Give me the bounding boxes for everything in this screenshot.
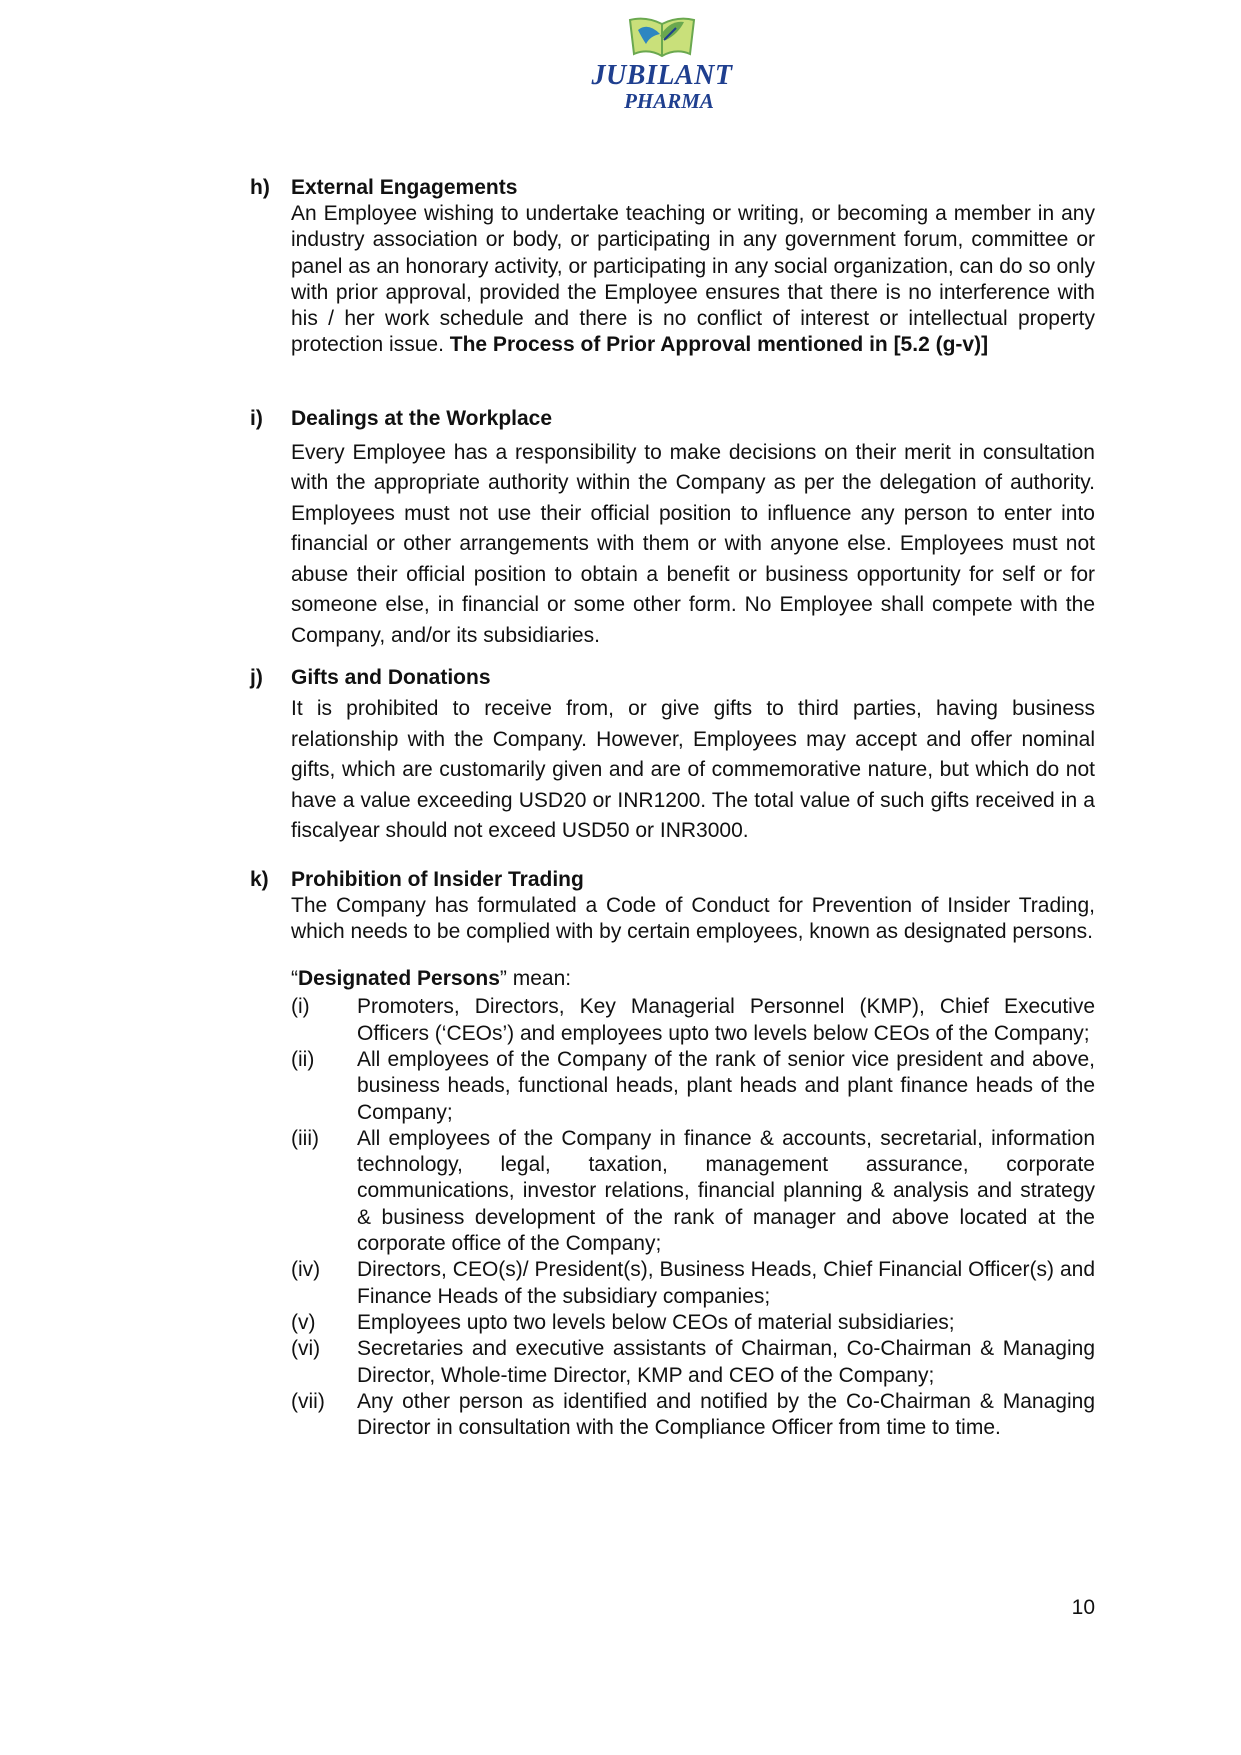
list-item bbox=[291, 1310, 1095, 1336]
list-item-number: (vii) bbox=[291, 1389, 325, 1413]
page-content bbox=[250, 176, 1095, 1441]
list-item-text: Employees upto two levels below CEOs of material subsidiaries; bbox=[357, 1310, 955, 1334]
list-item-text: All employees of the Company of the rank of senior vice president and above, business heads, functional heads, plant heads and plant finance heads of the Company; bbox=[357, 1047, 1095, 1124]
section-heading: Gifts and Donations bbox=[291, 666, 491, 690]
designated-persons-intro bbox=[291, 966, 1095, 992]
section-body: The Company has formulated a Code of Conduct for Prevention of Insider Trading, which needs to be complied with by certain employees, known as designated persons. bbox=[291, 893, 1095, 944]
list-item-number: (iii) bbox=[291, 1126, 319, 1150]
section-body: Every Employee has a responsibility to make decisions on their merit in consultation with the appropriate authority within the Company as per the delegation of authority. Employees must not use their official position to influence any person to enter into financial or other arrangements with them or with anyone else. Employees must not abuse their official position to obtain a benefit or business opportunity for self or for someone else, in financial or some other form. No Employee shall compete with the Company, and/or its subsidiaries. bbox=[291, 440, 1095, 647]
list-item bbox=[291, 1336, 1095, 1389]
section-gifts-and-donations bbox=[250, 666, 1095, 847]
designated-persons-suffix: ” mean: bbox=[499, 967, 572, 991]
section-insider-trading bbox=[250, 868, 1095, 1442]
company-logo bbox=[578, 10, 746, 135]
list-item bbox=[291, 1047, 1095, 1126]
section-heading: Dealings at the Workplace bbox=[291, 406, 553, 430]
list-item-number: (v) bbox=[291, 1310, 316, 1334]
section-heading: Prohibition of Insider Trading bbox=[291, 867, 584, 891]
section-body-bold: The Process of Prior Approval mentioned in [5.2 (g-v)] bbox=[449, 333, 989, 357]
list-item-text: Promoters, Directors, Key Managerial Personnel (KMP), Chief Executive Officers (‘CEOs’) and employees upto two levels below CEOs of the Company; bbox=[357, 995, 1095, 1045]
section-marker: j) bbox=[250, 666, 263, 690]
book-bird-icon bbox=[624, 10, 700, 60]
list-item-number: (i) bbox=[291, 995, 310, 1019]
list-item-text: All employees of the Company in finance & accounts, secretarial, information technology, legal, taxation, management assurance, corporate communications, investor relations, financial planning & analysis and strategy & business development of the rank of manager and above located at the corporate office of the Company; bbox=[357, 1126, 1095, 1256]
list-item-text: Any other person as identified and notified by the Co-Chairman & Managing Director in consultation with the Compliance Officer from time to time. bbox=[357, 1389, 1095, 1440]
section-marker: i) bbox=[250, 406, 263, 430]
list-item bbox=[291, 1126, 1095, 1257]
section-dealings-at-workplace bbox=[250, 407, 1095, 652]
list-item-number: (iv) bbox=[291, 1258, 321, 1282]
section-heading: External Engagements bbox=[291, 176, 518, 199]
designated-persons-list bbox=[291, 994, 1095, 1441]
section-body bbox=[291, 201, 1095, 359]
section-external-engagements bbox=[250, 176, 1095, 359]
list-item-text: Secretaries and executive assistants of Chairman, Co-Chairman & Managing Director, Whole-time Director, KMP and CEO of the Company; bbox=[357, 1337, 1095, 1387]
section-body: It is prohibited to receive from, or give gifts to third parties, having business relationship with the Company. However, Employees may accept and offer nominal gifts, which are customarily given and are of commemorative nature, but which do not have a value exceeding USD20 or INR1200. The total value of such gifts received in a fiscalyear should not exceed USD50 or INR3000. bbox=[291, 697, 1095, 843]
logo-wordmark-pharma: PHARMA bbox=[624, 89, 714, 113]
list-item bbox=[291, 994, 1095, 1047]
designated-persons-term: Designated Persons bbox=[298, 967, 500, 991]
list-item bbox=[291, 1257, 1095, 1310]
list-item-number: (vi) bbox=[291, 1337, 321, 1361]
page-number: 10 bbox=[1071, 1596, 1095, 1619]
section-body-text: An Employee wishing to undertake teaching or writing, or becoming a member in any industry association or body, or participating in any government forum, committee or panel as an honorary activity, or participating in any social organization, can do so only with prior approval, provided the Employee ensures that there is no interference with his / her work schedule and there is no conflict of interest or intellectual property protection issue. bbox=[291, 202, 1095, 357]
list-item-text: Directors, CEO(s)/ President(s), Business Heads, Chief Financial Officer(s) and Finance Heads of the subsidiary companies; bbox=[357, 1258, 1095, 1308]
section-marker: h) bbox=[250, 176, 270, 199]
section-marker: k) bbox=[250, 867, 269, 891]
list-item-number: (ii) bbox=[291, 1047, 315, 1071]
open-quote: “ bbox=[291, 967, 298, 991]
list-item bbox=[291, 1389, 1095, 1442]
logo-wordmark-jubilant: JUBILANT bbox=[591, 60, 733, 91]
